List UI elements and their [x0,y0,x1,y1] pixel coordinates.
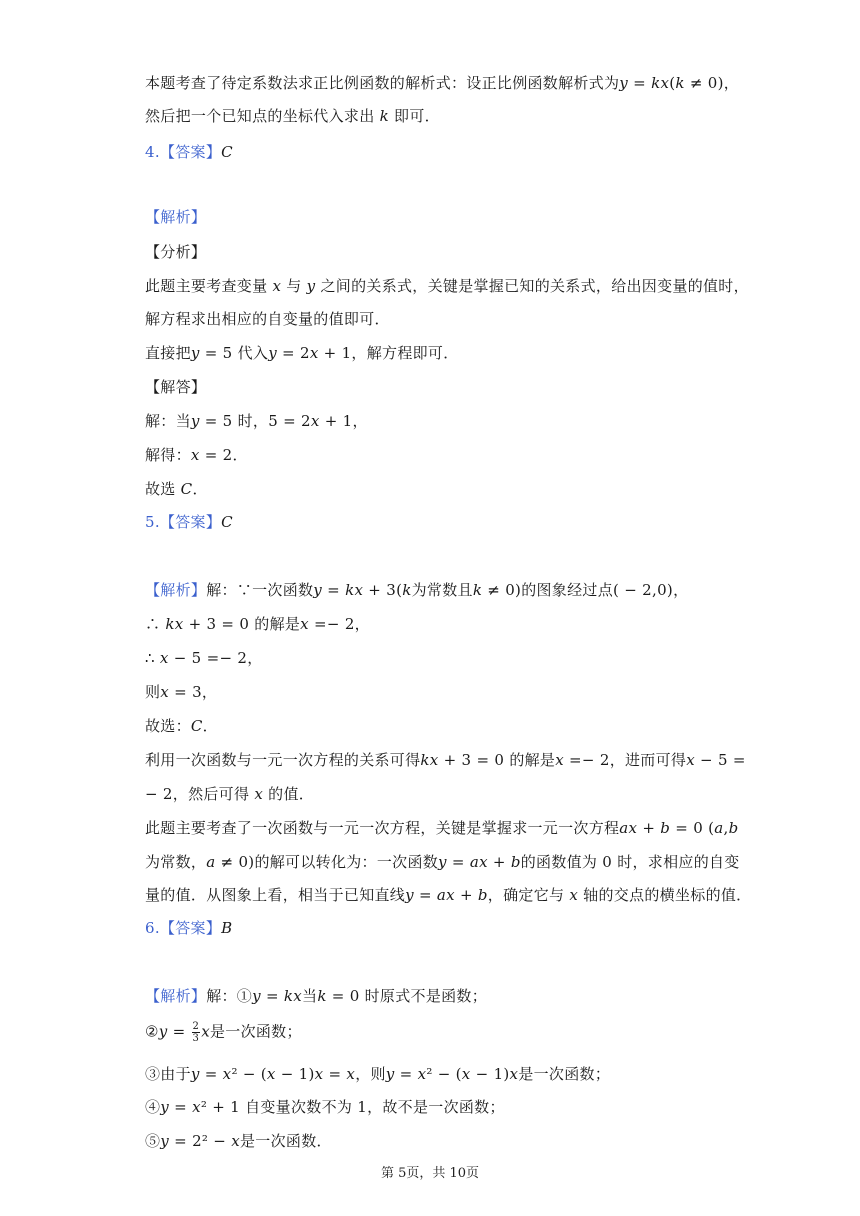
analysis-tag: 【解析】 [145,208,207,226]
fraction [192,1021,201,1044]
jieda-tag: 【解答】 [145,378,207,396]
text-line: − 2，然后可得 𝑥 的值． [145,785,315,803]
text-line: 本题考查了待定系数法求正比例函数的解析式：设正比例函数解析式为𝑦 = 𝑘𝑥(𝑘 ≠ 0)， [145,74,740,92]
answer-tag: 【答案】 [159,919,222,937]
fraction-numerator: 2 [192,1021,200,1032]
answer-value: B [221,919,233,937]
analysis-tag: 【解析】 [145,581,207,599]
text-line: 直接把𝑦 = 5 代入𝑦 = 2𝑥 + 1，解方程即可． [145,344,459,362]
text-fragment: ②𝑦 = [145,1022,186,1041]
fraction-line [145,1021,720,1044]
text-line: ⑤𝑦 = 2² − 𝑥是一次函数． [145,1132,332,1150]
fraction-denominator: 3 [192,1033,200,1044]
text-line: 解得：𝑥 = 2． [145,446,248,464]
question-number: 5. [145,513,160,531]
text-line: 此题主要考查变量 𝑥 与 𝑦 之间的关系式，关键是掌握已知的关系式，给出因变量的值时， [145,277,749,295]
answer-value: C [221,513,233,531]
answer-tag: 【答案】 [159,513,222,531]
text-line: 故选：𝐶． [145,717,218,735]
text-fragment: 𝑥是一次函数； [201,1022,302,1041]
text-line: 此题主要考查了一次函数与一元一次方程，关键是掌握求一元一次方程𝑎𝑥 + 𝑏 = 0 (𝑎,𝑏 [145,819,739,837]
answer-heading-4 [145,142,720,162]
analysis-tag: 【解析】 [145,987,207,1005]
analysis-text: 解：①𝑦 = 𝑘𝑥当𝑘 = 0 时原式不是函数； [206,987,488,1005]
analysis-text: 解：∵一次函数𝑦 = 𝑘𝑥 + 3(𝑘为常数且𝑘 ≠ 0)的图象经过点( − 2,0)， [206,581,689,599]
answer-heading-5 [145,512,720,532]
text-line: 故选 𝐶． [145,480,208,498]
text-line: 解方程求出相应的自变量的值即可． [145,310,390,328]
text-line: ③由于𝑦 = 𝑥² − (𝑥 − 1)𝑥 = 𝑥，则𝑦 = 𝑥² − (𝑥 − 1)𝑥是一次函数； [145,1065,611,1083]
text-line: 利用一次函数与一元一次方程的关系可得𝑘𝑥 + 3 = 0 的解是𝑥 =− 2，进而可得𝑥 − 5 = [145,751,746,769]
text-line: 量的值．从图象上看，相当于已知直线𝑦 = 𝑎𝑥 + 𝑏，确定它与 𝑥 轴的交点的横坐标的值． [145,886,752,904]
question-number: 4. [145,143,160,161]
text-line: ∴ 𝑘𝑥 + 3 = 0 的解是𝑥 =− 2， [145,615,370,633]
text-line: 然后把一个已知点的坐标代入求出 𝑘 即可． [145,107,440,125]
analysis-line [145,580,720,600]
question-number: 6. [145,919,160,937]
answer-value: C [221,143,233,161]
page-footer: 第 5页，共 10页 [380,1166,480,1181]
fenxi-tag: 【分析】 [145,243,207,261]
text-line: 解：当𝑦 = 5 时，5 = 2𝑥 + 1， [145,412,368,430]
answer-tag: 【答案】 [159,143,222,161]
text-line: ④𝑦 = 𝑥² + 1 自变量次数不为 1，故不是一次函数； [145,1098,505,1116]
answer-heading-6 [145,918,720,938]
analysis-line [145,986,720,1006]
text-line: 为常数，𝑎 ≠ 0)的解可以转化为：一次函数𝑦 = 𝑎𝑥 + 𝑏的函数值为 0 时，求相应的自变 [145,853,740,871]
text-line: ∴ 𝑥 − 5 =− 2， [145,649,263,667]
text-line: 则𝑥 = 3， [145,683,218,701]
